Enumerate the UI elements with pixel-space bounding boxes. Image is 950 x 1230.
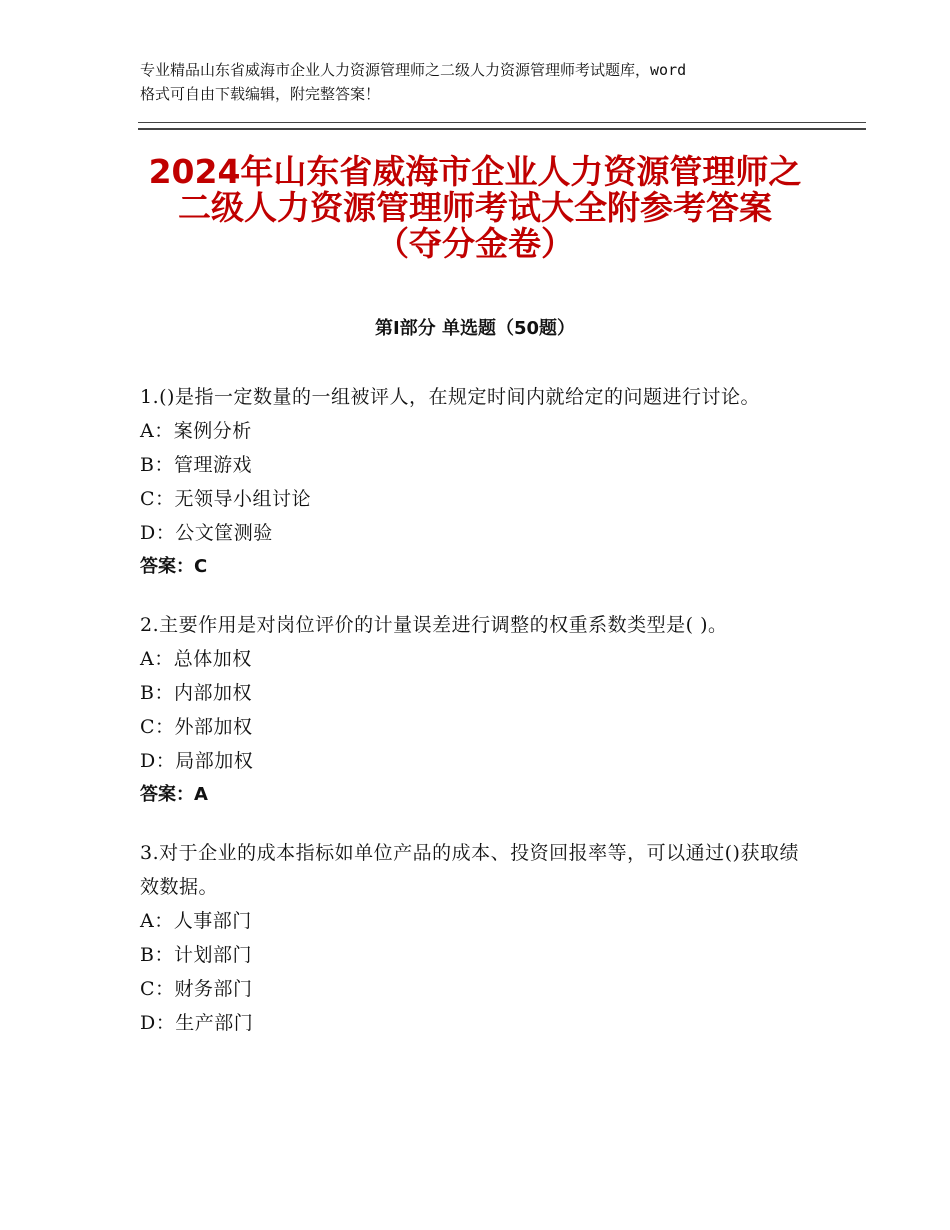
option-d: D：生产部门 (140, 1012, 254, 1034)
title-line-2: 二级人力资源管理师考试大全附参考答案 (178, 188, 772, 227)
title-line-3: （夺分金卷） (376, 224, 574, 263)
question-stem: 1.()是指一定数量的一组被评人，在规定时间内就给定的问题进行讨论。 (140, 386, 760, 408)
option-d: D：公文筐测验 (140, 522, 273, 544)
question-3 (140, 836, 810, 1040)
question-1 (140, 380, 810, 584)
option-a: A：人事部门 (140, 910, 252, 932)
header-note-line-2: 格式可自由下载编辑，附完整答案！ (140, 85, 381, 103)
question-stem: 3.对于企业的成本指标如单位产品的成本、投资回报率等，可以通过()获取绩效数据。 (140, 842, 799, 898)
question-stem: 2.主要作用是对岗位评价的计量误差进行调整的权重系数类型是( )。 (140, 614, 728, 636)
option-b: B：管理游戏 (140, 454, 252, 476)
option-d: D：局部加权 (140, 750, 254, 772)
question-2 (140, 608, 810, 812)
question-list (140, 380, 810, 1064)
option-a: A：案例分析 (140, 420, 252, 442)
document-title (100, 154, 850, 262)
option-b: B：内部加权 (140, 682, 252, 704)
option-c: C：无领导小组讨论 (140, 488, 312, 510)
option-a: A：总体加权 (140, 648, 252, 670)
section-heading: 第Ⅰ部分 单选题（50题） (374, 318, 575, 339)
title-line-1: 2024年山东省威海市企业人力资源管理师之 (148, 152, 802, 191)
header-note-line-1: 专业精品山东省威海市企业人力资源管理师之二级人力资源管理师考试题库，word (140, 61, 687, 79)
option-b: B：计划部门 (140, 944, 252, 966)
header-divider (138, 122, 866, 130)
header-note (140, 58, 830, 106)
answer: 答案：A (140, 784, 208, 805)
option-c: C：外部加权 (140, 716, 253, 738)
option-c: C：财务部门 (140, 978, 253, 1000)
answer: 答案：C (140, 556, 208, 577)
